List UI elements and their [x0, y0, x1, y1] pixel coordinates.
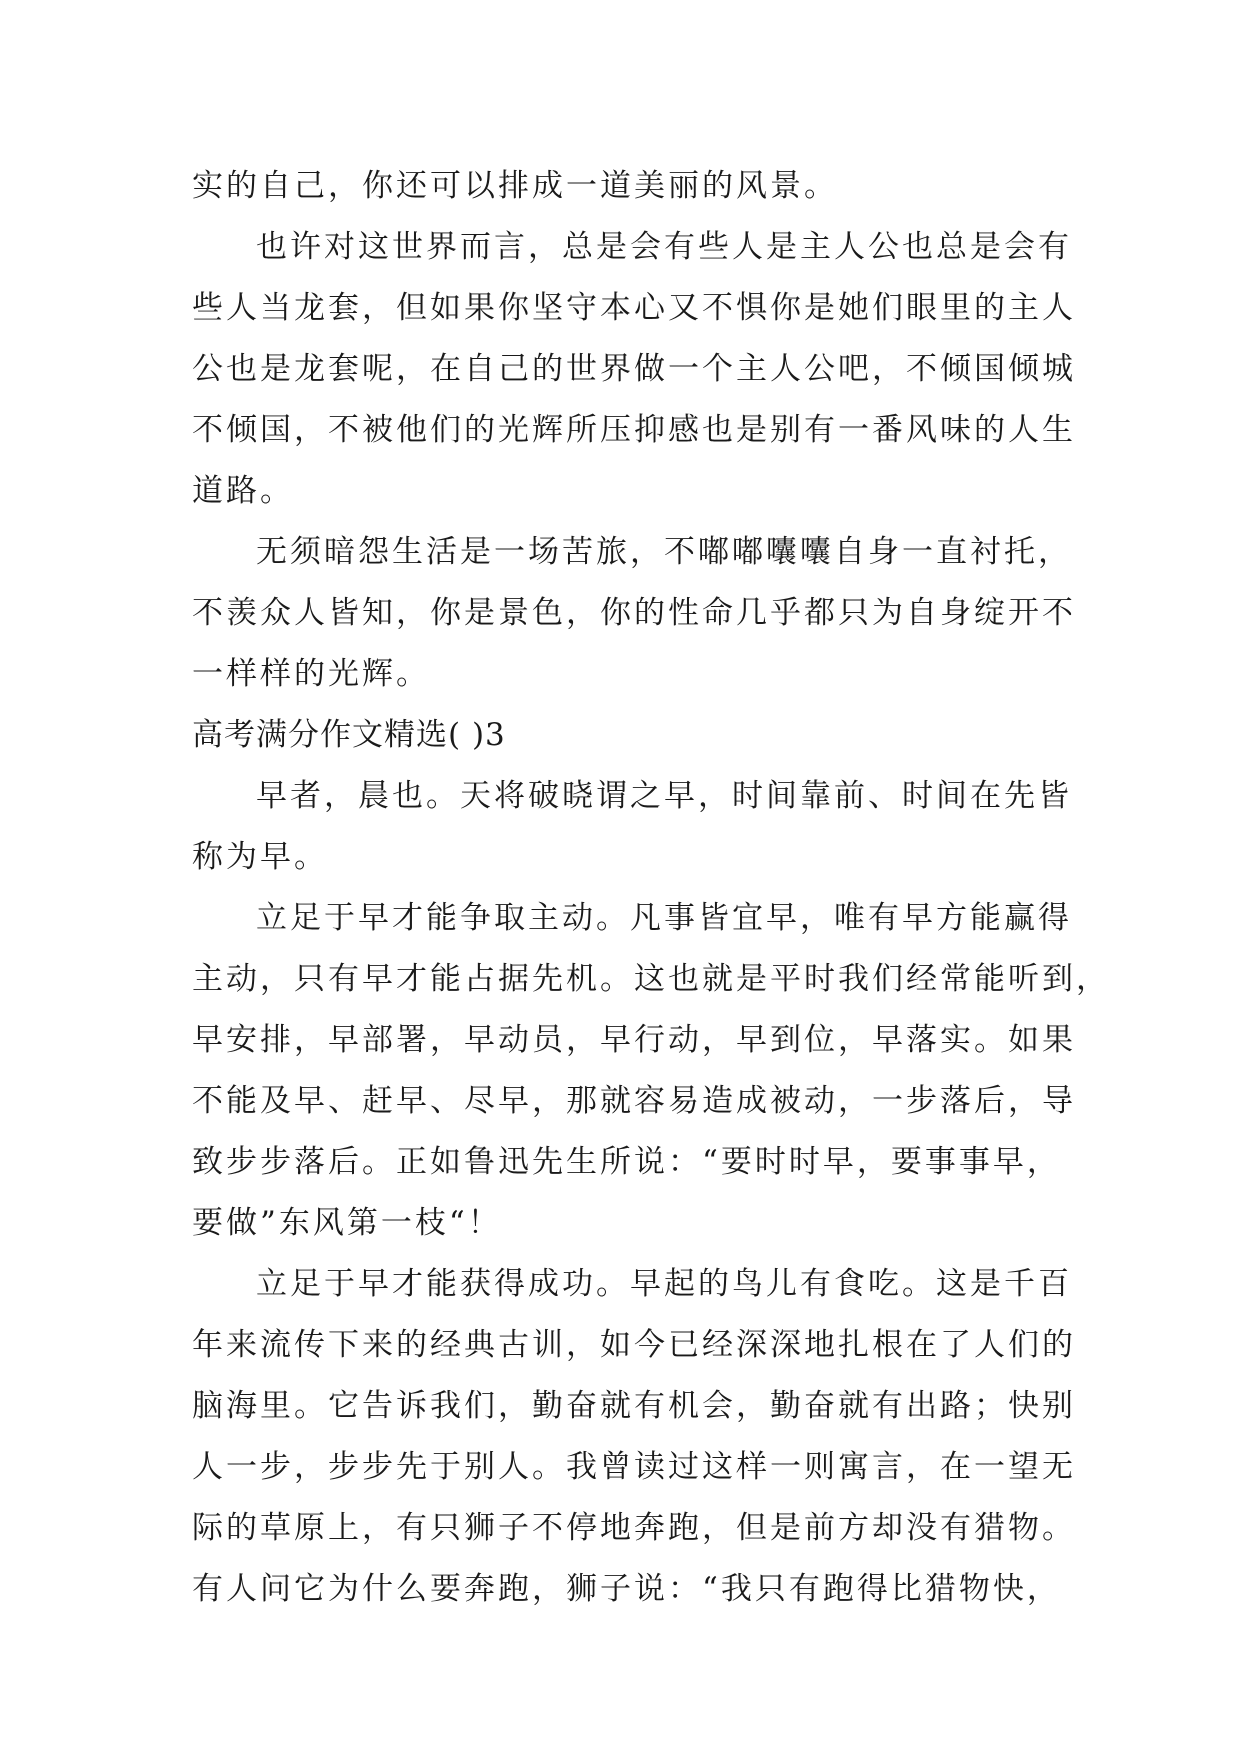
text-line: 一样样的光辉。: [192, 656, 430, 692]
text-line: 公也是龙套呢，在自己的世界做一个主人公吧，不倾国倾城: [192, 351, 1076, 387]
text-line: 无须暗怨生活是一场苦旅，不嘟嘟囔囔自身一直衬托，: [256, 534, 1072, 570]
paragraph: [192, 156, 1056, 217]
paragraph: [192, 217, 1076, 522]
text-line: 早安排，早部署，早动员，早行动，早到位，早落实。如果: [192, 1022, 1076, 1058]
text-line: 称为早。: [192, 839, 328, 875]
text-line: 人一步，步步先于别人。我曾读过这样一则寓言，在一望无: [192, 1449, 1076, 1485]
text-line: 道路。: [192, 473, 294, 509]
text-line: 也许对这世界而言，总是会有些人是主人公也总是会有: [256, 229, 1072, 265]
text-line: 有人问它为什么要奔跑，狮子说：“我只有跑得比猎物快，: [192, 1571, 1061, 1607]
text-line: 不能及早、赶早、尽早，那就容易造成被动，一步落后，导: [192, 1083, 1076, 1119]
text-line: 年来流传下来的经典古训，如今已经深深地扎根在了人们的: [192, 1327, 1076, 1363]
paragraph: [192, 888, 1110, 1254]
text-line: 早者，晨也。天将破晓谓之早，时间靠前、时间在先皆: [256, 778, 1072, 814]
paragraph: [192, 766, 1072, 888]
text-line: 立足于早才能获得成功。早起的鸟儿有食吃。这是千百: [256, 1266, 1072, 1302]
paragraph: [192, 1254, 1076, 1620]
text-line: 些人当龙套，但如果你坚守本心又不惧你是她们眼里的主人: [192, 290, 1076, 326]
paragraph: [192, 522, 1076, 705]
text-line: 不倾国，不被他们的光辉所压抑感也是别有一番风味的人生: [192, 412, 1076, 448]
text-line: 实的自己，你还可以排成一道美丽的风景。: [192, 168, 838, 204]
section-heading: 高考满分作文精选( )3: [192, 717, 506, 753]
text-line: 主动，只有早才能占据先机。这也就是平时我们经常能听到，: [192, 961, 1110, 997]
text-line: 致步步落后。正如鲁迅先生所说：“要时时早，要事事早，: [192, 1144, 1061, 1180]
text-line: 不羡众人皆知，你是景色，你的性命几乎都只为自身绽开不: [192, 595, 1076, 631]
document-page: [192, 156, 1110, 1620]
text-line: 脑海里。它告诉我们，勤奋就有机会，勤奋就有出路；快别: [192, 1388, 1076, 1424]
text-line: 际的草原上，有只狮子不停地奔跑，但是前方却没有猎物。: [192, 1510, 1076, 1546]
text-line: 立足于早才能争取主动。凡事皆宜早，唯有早方能赢得: [256, 900, 1072, 936]
text-line: 要做”东风第一枝“！: [192, 1205, 502, 1241]
